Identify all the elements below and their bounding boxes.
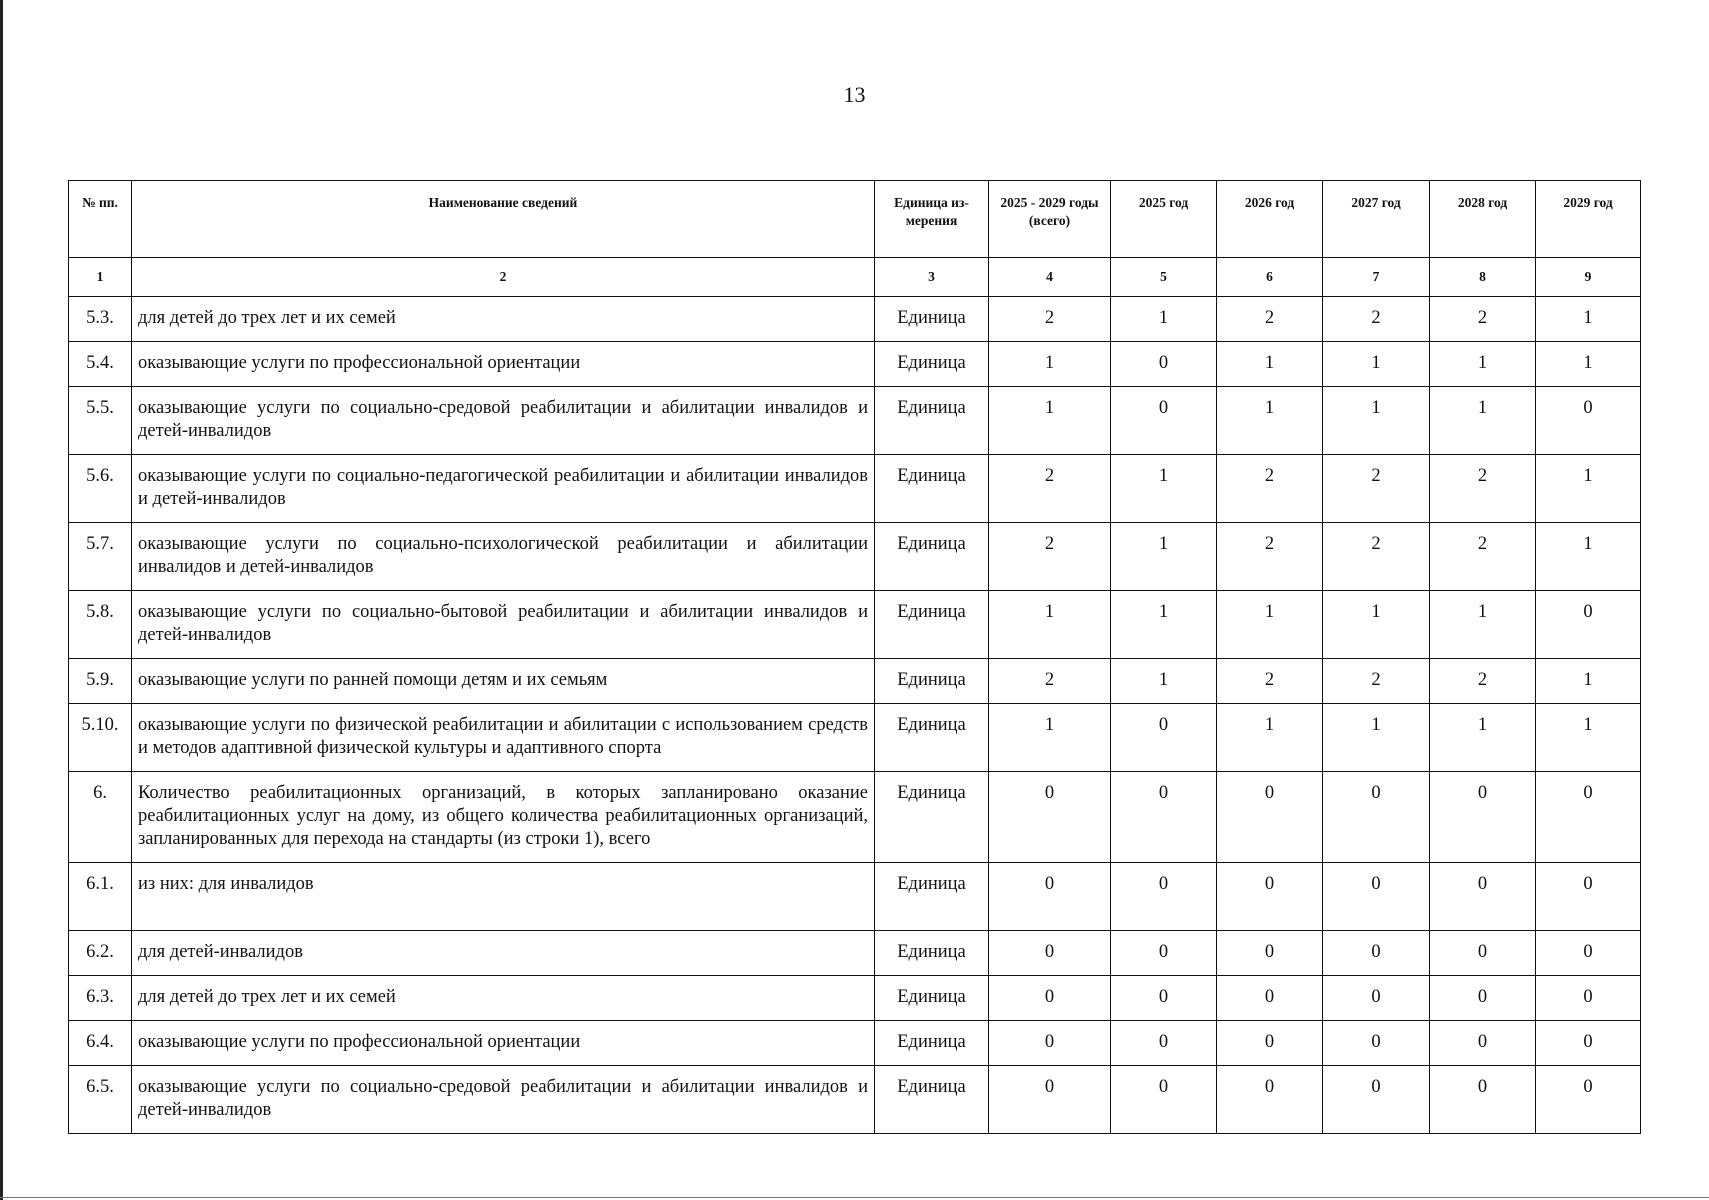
row-value-cell: 0 [989,1066,1111,1134]
row-value-cell: 2 [1430,455,1536,523]
row-value-cell: 1 [1323,387,1430,455]
row-value-cell: 0 [1430,1066,1536,1134]
scan-edge-left [0,0,3,1200]
row-value-cell: 0 [989,1021,1111,1066]
column-number: 7 [1323,258,1430,297]
row-value-cell: 0 [1323,1066,1430,1134]
row-value-cell: 2 [1217,523,1323,591]
header-cell-2026: 2026 год [1217,181,1323,258]
row-value-cell: 2 [989,455,1111,523]
row-value-cell: 1 [1536,297,1641,342]
row-value-cell: 2 [1323,455,1430,523]
row-value-cell: 1 [1536,704,1641,772]
header-row [69,181,1641,258]
row-number-cell: 5.8. [69,591,132,659]
row-value-cell: 1 [1430,387,1536,455]
row-value-cell: 2 [1217,297,1323,342]
row-number-cell: 6.4. [69,1021,132,1066]
row-name-cell: оказывающие услуги по социально-средовой реабилитации и абилитации инвалидов и детей-инвалидов [132,1066,875,1134]
row-value-cell: 0 [989,931,1111,976]
row-name-cell: оказывающие услуги по социально-педагогической реабилитации и абилитации инвалидов и детей-инвалидов [132,455,875,523]
row-name-cell: Количество реабилитационных организаций, в которых запланировано оказание реабилитационных услуг на дому, из общего количества реабилитационных организаций, запланированных для перехода на стандарты (из строки 1), всего [132,772,875,863]
data-table [68,180,1641,1134]
row-value-cell: 1 [1217,387,1323,455]
row-value-cell: 1 [989,342,1111,387]
row-name-cell: оказывающие услуги по социально-средовой реабилитации и абилитации инвалидов и детей-инвалидов [132,387,875,455]
row-number-cell: 5.9. [69,659,132,704]
row-value-cell: 0 [1111,1066,1217,1134]
row-number-cell: 5.6. [69,455,132,523]
row-value-cell: 0 [1217,976,1323,1021]
row-unit-cell: Единица [875,523,989,591]
column-number: 2 [132,258,875,297]
row-value-cell: 2 [1323,659,1430,704]
row-value-cell: 2 [1430,523,1536,591]
table-row [69,1021,1641,1066]
row-value-cell: 1 [1536,455,1641,523]
table-body [69,297,1641,1134]
row-value-cell: 1 [1323,704,1430,772]
row-unit-cell: Единица [875,704,989,772]
row-value-cell: 2 [1323,297,1430,342]
row-value-cell: 1 [1323,591,1430,659]
row-value-cell: 0 [1323,863,1430,931]
row-unit-cell: Единица [875,772,989,863]
scan-edge-bottom [0,1197,1709,1198]
row-unit-cell: Единица [875,659,989,704]
row-unit-cell: Единица [875,591,989,659]
row-value-cell: 0 [1323,976,1430,1021]
table-row [69,591,1641,659]
row-value-cell: 1 [1111,455,1217,523]
row-number-cell: 6.1. [69,863,132,931]
row-value-cell: 0 [1111,704,1217,772]
header-cell-2027: 2027 год [1323,181,1430,258]
row-value-cell: 1 [989,387,1111,455]
row-value-cell: 2 [1217,659,1323,704]
row-value-cell: 0 [1430,1021,1536,1066]
row-value-cell: 1 [989,591,1111,659]
row-value-cell: 2 [1217,455,1323,523]
column-number: 9 [1536,258,1641,297]
row-number-cell: 5.5. [69,387,132,455]
table-row [69,297,1641,342]
row-value-cell: 1 [1536,342,1641,387]
row-value-cell: 2 [989,659,1111,704]
column-number: 6 [1217,258,1323,297]
row-name-cell: оказывающие услуги по социально-психологической реабилитации и абилитации инвалидов и детей-инвалидов [132,523,875,591]
row-value-cell: 0 [1430,772,1536,863]
table-row [69,772,1641,863]
row-value-cell: 1 [1430,591,1536,659]
row-value-cell: 1 [1430,342,1536,387]
row-value-cell: 0 [1217,772,1323,863]
header-cell-total: 2025 - 2029 годы (всего) [989,181,1111,258]
row-value-cell: 2 [1430,297,1536,342]
row-number-cell: 5.7. [69,523,132,591]
header-cell-name: Наименование сведений [132,181,875,258]
row-value-cell: 0 [1323,1021,1430,1066]
row-number-cell: 6.3. [69,976,132,1021]
header-cell-num: № пп. [69,181,132,258]
row-unit-cell: Единица [875,387,989,455]
row-unit-cell: Единица [875,342,989,387]
row-value-cell: 0 [1536,1021,1641,1066]
row-value-cell: 1 [1536,659,1641,704]
header-cell-2025: 2025 год [1111,181,1217,258]
row-value-cell: 0 [1536,387,1641,455]
row-value-cell: 0 [1430,931,1536,976]
column-number: 8 [1430,258,1536,297]
row-unit-cell: Единица [875,863,989,931]
row-value-cell: 0 [1430,976,1536,1021]
row-unit-cell: Единица [875,1066,989,1134]
row-value-cell: 0 [1111,863,1217,931]
row-name-cell: оказывающие услуги по профессиональной ориентации [132,1021,875,1066]
row-name-cell: оказывающие услуги по ранней помощи детям и их семьям [132,659,875,704]
column-number-row [69,258,1641,297]
column-number: 3 [875,258,989,297]
column-number: 5 [1111,258,1217,297]
row-value-cell: 2 [989,523,1111,591]
row-unit-cell: Единица [875,976,989,1021]
row-value-cell: 0 [1217,931,1323,976]
row-value-cell: 0 [1111,387,1217,455]
row-value-cell: 1 [1111,523,1217,591]
row-value-cell: 0 [1217,863,1323,931]
row-value-cell: 0 [1111,342,1217,387]
row-value-cell: 1 [1536,523,1641,591]
row-value-cell: 0 [1111,772,1217,863]
row-number-cell: 5.4. [69,342,132,387]
row-name-cell: оказывающие услуги по социально-бытовой реабилитации и абилитации инвалидов и детей-инвалидов [132,591,875,659]
row-value-cell: 1 [1217,704,1323,772]
row-name-cell: оказывающие услуги по профессиональной ориентации [132,342,875,387]
row-value-cell: 0 [1111,976,1217,1021]
row-number-cell: 5.3. [69,297,132,342]
row-number-cell: 5.10. [69,704,132,772]
table-container [68,180,1640,1134]
table-row [69,342,1641,387]
row-unit-cell: Единица [875,455,989,523]
row-unit-cell: Единица [875,297,989,342]
row-unit-cell: Единица [875,1021,989,1066]
row-value-cell: 0 [1111,1021,1217,1066]
row-value-cell: 0 [1111,931,1217,976]
row-value-cell: 0 [1536,591,1641,659]
row-name-cell: для детей до трех лет и их семей [132,297,875,342]
row-value-cell: 0 [1430,863,1536,931]
table-row [69,1066,1641,1134]
column-number: 4 [989,258,1111,297]
table-row [69,455,1641,523]
row-value-cell: 1 [1111,297,1217,342]
row-value-cell: 0 [989,976,1111,1021]
table-row [69,387,1641,455]
row-value-cell: 1 [1217,342,1323,387]
row-name-cell: для детей до трех лет и их семей [132,976,875,1021]
page-number: 13 [843,82,866,107]
row-unit-cell: Единица [875,931,989,976]
row-value-cell: 2 [989,297,1111,342]
row-number-cell: 6.2. [69,931,132,976]
row-value-cell: 0 [1217,1066,1323,1134]
header-cell-unit: Единица из-мерения [875,181,989,258]
row-value-cell: 0 [1536,863,1641,931]
row-value-cell: 1 [1323,342,1430,387]
row-value-cell: 0 [1323,931,1430,976]
row-value-cell: 0 [1536,931,1641,976]
row-value-cell: 0 [1536,976,1641,1021]
column-number: 1 [69,258,132,297]
table-row [69,704,1641,772]
row-value-cell: 1 [1111,591,1217,659]
row-value-cell: 0 [1536,1066,1641,1134]
row-value-cell: 0 [1323,772,1430,863]
row-number-cell: 6. [69,772,132,863]
row-value-cell: 2 [1430,659,1536,704]
header-cell-2029: 2029 год [1536,181,1641,258]
row-name-cell: для детей-инвалидов [132,931,875,976]
row-value-cell: 1 [989,704,1111,772]
table-row [69,523,1641,591]
row-value-cell: 0 [1536,772,1641,863]
row-value-cell: 0 [1217,1021,1323,1066]
table-row [69,976,1641,1021]
row-value-cell: 1 [1111,659,1217,704]
row-value-cell: 0 [989,863,1111,931]
row-name-cell: оказывающие услуги по физической реабилитации и абилитации с использованием средств и методов адаптивной физической культуры и адаптивного спорта [132,704,875,772]
table-row [69,659,1641,704]
row-number-cell: 6.5. [69,1066,132,1134]
table-row [69,931,1641,976]
row-name-cell: из них: для инвалидов [132,863,875,931]
header-cell-2028: 2028 год [1430,181,1536,258]
row-value-cell: 0 [989,772,1111,863]
row-value-cell: 2 [1323,523,1430,591]
row-value-cell: 1 [1217,591,1323,659]
row-value-cell: 1 [1430,704,1536,772]
table-row [69,863,1641,931]
